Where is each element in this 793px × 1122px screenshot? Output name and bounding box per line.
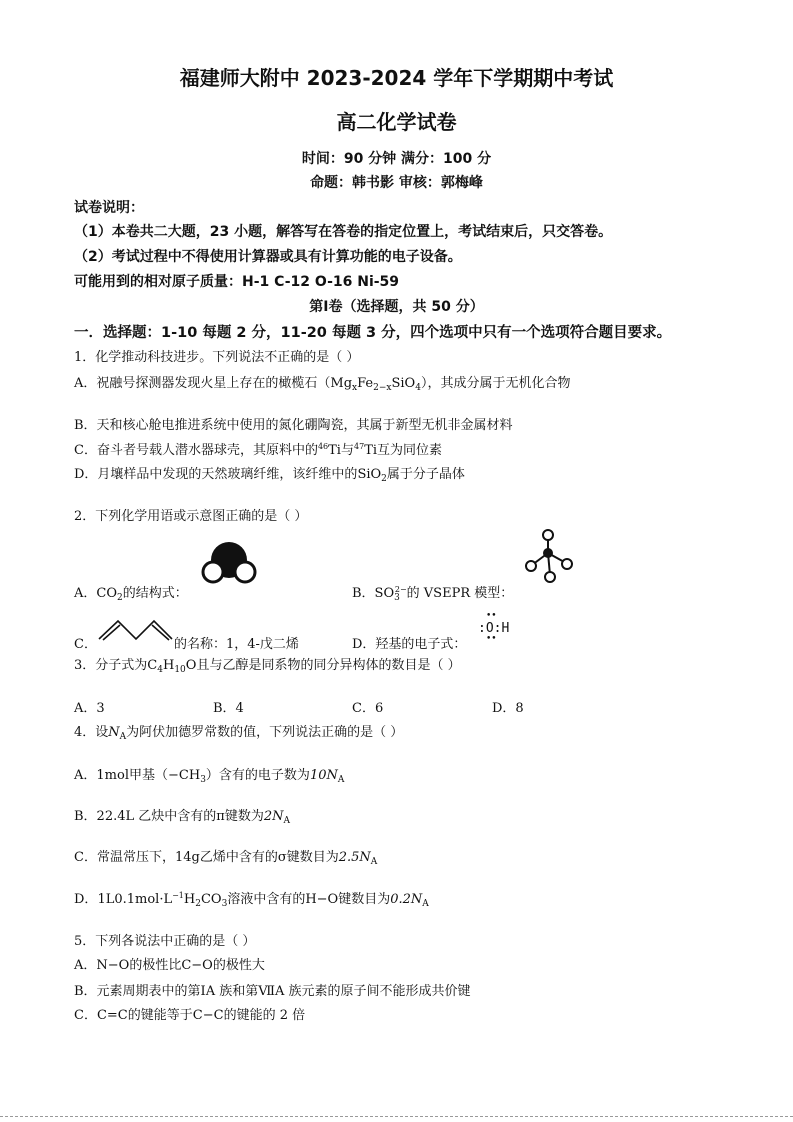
q4-c-mass: 14g xyxy=(174,850,200,865)
so3-oxygen-3 xyxy=(562,559,572,569)
q4-b-post: 键数为 xyxy=(224,809,264,824)
q5-c-bond1: C=C xyxy=(96,1008,128,1023)
q4-d-pre: D． xyxy=(74,892,98,907)
q4-a-label: A． xyxy=(74,768,97,783)
q4-b-pi: π xyxy=(216,809,225,824)
time-line: 时间：90 分钟 满分：100 分 xyxy=(301,151,492,167)
q5-option-a xyxy=(74,954,265,973)
q5-c-post: 的键能的 2 倍 xyxy=(223,1008,306,1023)
so3-oxygen-1 xyxy=(526,561,536,571)
q4-c-post: 键数目为 xyxy=(286,850,339,865)
q1-c-mass-47: 47 xyxy=(354,442,365,451)
so3-vsepr-figure xyxy=(520,527,580,589)
q3-option-c: C．6 xyxy=(352,701,384,716)
q1-c-text-pre: C．奋斗者号载人潜水器球壳，其原料中的 xyxy=(74,443,318,458)
subject-title: 高二化学试卷 xyxy=(336,110,457,134)
q1-a-formula-mg: Mg xyxy=(330,376,353,391)
q3-stem: 3．分子式为$C_4H_{10}O$且与乙醇是同系物的同分异构体的数目是（ ） xyxy=(74,658,461,675)
q2-a-formula: A．CO xyxy=(74,586,117,601)
q4-a-group: −CH xyxy=(168,768,201,783)
q4-d-post: 键数目为 xyxy=(338,892,391,907)
q5-stem: 5．下列各说法中正确的是（ ） xyxy=(74,934,256,949)
q4-c-sigma: σ xyxy=(277,850,287,865)
so3-oxygen-2 xyxy=(545,572,555,582)
q3-formula-o: O xyxy=(185,658,197,673)
q4-b-value: 2N xyxy=(263,809,284,824)
q5-c-bond2: C−C xyxy=(192,1008,224,1023)
q4-option-a: A．1mol甲基$(-CH_3)$含有的电子数为$10N_A$ xyxy=(74,768,345,785)
q5-a-bond1: N−O xyxy=(96,958,130,973)
q1-stem: 1．化学推动科技进步。下列说法不正确的是（ ） xyxy=(74,350,360,365)
so3-sulfur-atom xyxy=(543,548,553,558)
pentadiene-skeletal-figure xyxy=(96,613,174,643)
q4-d-bond: H−O xyxy=(305,892,339,907)
page-bottom-divider xyxy=(0,1116,793,1117)
q1-option-b: B．天和核心舱电推进系统中使用的氮化硼陶瓷，其属于新型无机非金属材料 xyxy=(74,418,513,433)
q2-b-text: 的 VSEPR 模型： xyxy=(406,586,514,601)
q4-d-acid-h: H xyxy=(183,892,196,907)
q2-option-d: D．羟基的电子式： xyxy=(352,637,467,652)
atomic-masses: 可能用到的相对原子质量：H-1 C-12 O-16 Ni-59 xyxy=(74,274,400,290)
q5-a-bond2: C−O xyxy=(181,958,213,973)
q3-formula-c: C xyxy=(147,658,158,673)
q1-c-ti-46: Ti xyxy=(328,443,341,458)
q4-na: N xyxy=(108,725,120,740)
q2-option-b: B．$SO_3^{2-}$的 VSEPR 模型： xyxy=(352,585,514,603)
q1-option-c xyxy=(74,439,442,458)
q1-c-mass-46: 46 xyxy=(317,442,329,451)
q5-a-mid: 的极性比 xyxy=(129,958,182,973)
q5-option-c xyxy=(74,1004,305,1023)
section-heading: 一．选择题：1-10 每题 2 分，11-20 每题 3 分，四个选项中只有一个选项符合题目要求。 xyxy=(74,325,672,341)
q4-c-mid: 乙烯中含有的 xyxy=(199,850,278,865)
q1-a-formula-fe: Fe xyxy=(357,376,374,391)
q4-d-solution: 1L0.1mol·L xyxy=(97,892,173,907)
q5-option-b: B．元素周期表中的第ⅠA 族和第ⅦA 族元素的原子间不能形成共价键 xyxy=(74,984,471,999)
q4-d-mid: 溶液中含有的 xyxy=(227,892,306,907)
q1-c-text-post: 互为同位素 xyxy=(377,443,443,458)
q4-stem: 4．设$N_A$为阿伏加德罗常数的值，下列说法正确的是（ ） xyxy=(74,725,404,742)
q4-stem-post: 为阿伏加德罗常数的值，下列说法正确的是（ ） xyxy=(126,725,404,740)
hydroxyl-dots-top: •• xyxy=(486,611,497,621)
q3-option-b: B．4 xyxy=(213,701,244,716)
q3-option-d: D．8 xyxy=(492,701,524,716)
q4-c-pre: C．常温常压下， xyxy=(74,850,175,865)
hydroxyl-electron-formula: :O:H xyxy=(478,621,510,636)
instructions-heading: 试卷说明： xyxy=(74,200,144,216)
q1-a-formula-sio: SiO xyxy=(391,376,416,391)
q2-stem: 2．下列化学用语或示意图正确的是（ ） xyxy=(74,509,308,524)
q5-c-mid: 的键能等于 xyxy=(127,1008,193,1023)
co2-oxygen-right xyxy=(235,562,255,582)
co2-structure-figure xyxy=(198,540,260,586)
q1-c-mid: 与 xyxy=(340,443,354,458)
q4-b-pre: B．22.4L 乙炔中含有的 xyxy=(74,809,217,824)
q1-option-d: D．月壤样品中发现的天然玻璃纤维，该纤维中的SiO$_2$属于分子晶体 xyxy=(74,467,465,484)
q4-a-value: 10N xyxy=(309,768,338,783)
q4-d-value: 0.2N xyxy=(390,892,423,907)
q1-option-a: A．祝融号探测器发现火星上存在的橄榄石$(Mg_xFe_{2-x}SiO_4)$，其成分属于无机化合物 xyxy=(74,376,571,393)
q4-c-value: 2.5N xyxy=(338,850,371,865)
q2-b-formula: B．SO xyxy=(352,586,395,601)
q1-a-text-post: ），其成分属于无机化合物 xyxy=(420,376,571,391)
q3-formula-h: H xyxy=(162,658,175,673)
q2-a-text: 的结构式： xyxy=(122,586,188,601)
q1-d-text-post: 属于分子晶体 xyxy=(386,467,465,482)
q3-option-a: A．3 xyxy=(74,701,105,716)
hydroxyl-dots-bottom: •• xyxy=(486,634,497,644)
q4-d-acid-co: CO xyxy=(200,892,222,907)
q3-stem-pre: 3．分子式为 xyxy=(74,658,148,673)
exam-title: 福建师大附中 2023-2024 学年下学期期中考试 xyxy=(179,66,614,90)
q1-d-formula: SiO xyxy=(357,467,382,482)
q4-stem-pre: 4．设 xyxy=(74,725,109,740)
q4-option-b: B．22.4L 乙炔中含有的π键数为$2N_A$ xyxy=(74,809,290,826)
q2-option-c-text: 的名称：1，4-戊二烯 xyxy=(174,637,299,652)
co2-oxygen-left xyxy=(203,562,223,582)
q4-a-mid: 甲基（ xyxy=(128,768,168,783)
q5-a-post: 的极性大 xyxy=(212,958,265,973)
q3-stem-post: 且与乙醇是同系物的同分异构体的数目是（ ） xyxy=(196,658,461,673)
instruction-item-2: （2）考试过程中不得使用计算器或具有计算功能的电子设备。 xyxy=(74,249,462,265)
q2-option-a: A．$CO_2$的结构式： xyxy=(74,586,188,603)
instruction-item-1: （1）本卷共二大题，23 小题，解答写在答卷的指定位置上，考试结束后，只交答卷。 xyxy=(74,224,613,240)
q4-a-post: ）含有的电子数为 xyxy=(205,768,310,783)
so3-lone-pair xyxy=(543,530,553,540)
part1-heading: 第Ⅰ卷（选择题，共 50 分） xyxy=(309,299,484,315)
author-line: 命题：韩书影 审核：郭梅峰 xyxy=(310,175,483,191)
q5-a-label: A． xyxy=(74,958,97,973)
q1-a-text-pre: A．祝融号探测器发现火星上存在的橄榄石（ xyxy=(74,376,331,391)
q5-c-label: C． xyxy=(74,1008,97,1023)
q1-d-text-pre: D．月壤样品中发现的天然玻璃纤维，该纤维中的 xyxy=(74,467,358,482)
q4-a-amount: 1mol xyxy=(96,768,129,783)
q1-c-ti-47: Ti xyxy=(364,443,378,458)
q2-option-c-label: C． xyxy=(74,637,97,652)
q4-option-c: C．常温常压下，14g乙烯中含有的σ键数目为$2.5N_A$ xyxy=(74,850,378,867)
q4-option-d: D．$1L0.1mol\cdot L^{-1}H_2CO_3$溶液中含有的H−O键数目为$0.2N_A$ xyxy=(74,891,429,909)
